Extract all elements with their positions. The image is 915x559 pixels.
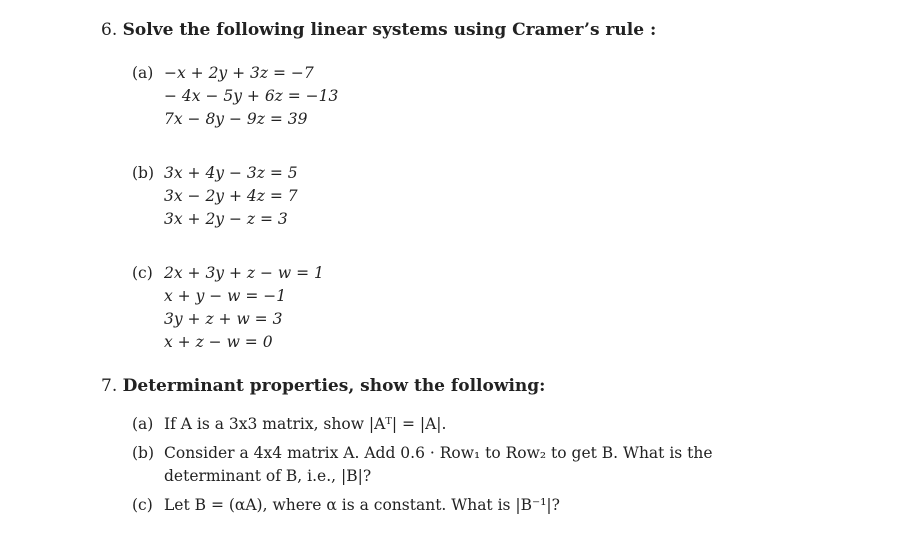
q6b-eq1: 3x + 4y − 3z = 5	[164, 164, 298, 182]
q7b-text-line2: determinant of B, i.e., |B|?	[164, 467, 372, 485]
q6a-eq1: −x + 2y + 3z = −7	[164, 64, 314, 82]
q6a-eq3: 7x − 8y − 9z = 39	[164, 110, 308, 128]
q6c-eq3: 3y + z + w = 3	[164, 310, 283, 328]
q7-title: Determinant properties, show the following:	[122, 376, 546, 396]
q6b-eq3: 3x + 2y − z = 3	[164, 210, 288, 228]
q6c-eq4: x + z − w = 0	[164, 333, 273, 351]
q6-header	[101, 20, 656, 40]
q7a-text: If A is a 3x3 matrix, show |Aᵀ| = |A|.	[164, 415, 447, 433]
q7c-text: Let B = (αA), where α is a constant. What is |B⁻¹|?	[164, 496, 560, 514]
q6a-eq2: − 4x − 5y + 6z = −13	[164, 87, 339, 105]
q7a-label: (a)	[132, 415, 154, 433]
q7c-label: (c)	[132, 496, 153, 514]
q7b-text-line1: Consider a 4x4 matrix A. Add 0.6 · Row₁ to Row₂ to get B. What is the	[164, 444, 713, 462]
q6c-label: (c)	[132, 264, 153, 282]
q6-number: 6.	[101, 20, 118, 40]
q7b-label: (b)	[132, 444, 155, 462]
q6a-label: (a)	[132, 64, 154, 82]
q6c-eq1: 2x + 3y + z − w = 1	[164, 264, 324, 282]
q6-title: Solve the following linear systems using Cramer’s rule :	[122, 20, 657, 40]
q6b-eq2: 3x − 2y + 4z = 7	[164, 187, 298, 205]
q6c-eq2: x + y − w = −1	[164, 287, 287, 305]
q6b-label: (b)	[132, 164, 155, 182]
q7-header	[101, 376, 545, 396]
q7-number: 7.	[101, 376, 118, 396]
